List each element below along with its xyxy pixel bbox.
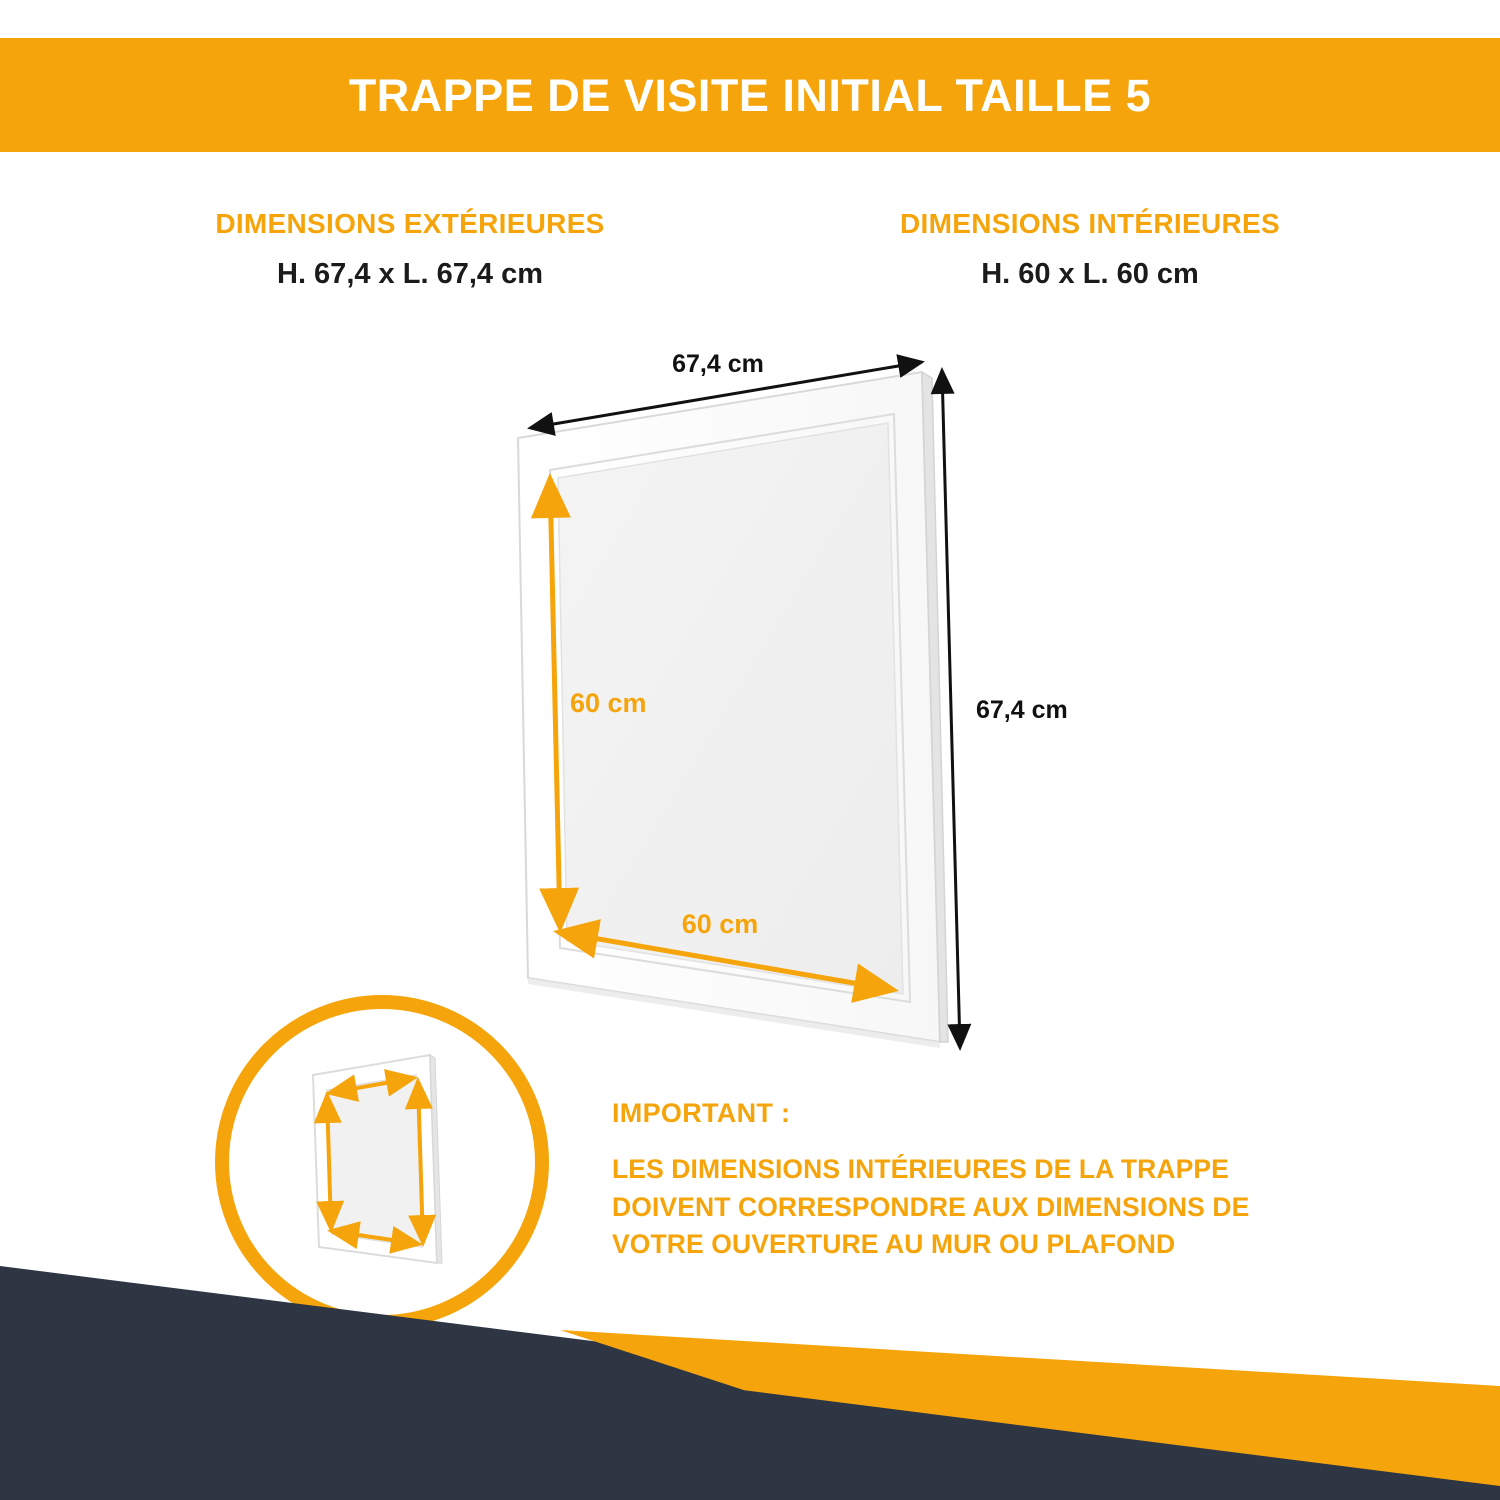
important-note-line-1: LES DIMENSIONS INTÉRIEURES DE LA TRAPPE	[612, 1154, 1229, 1184]
important-note-title: IMPORTANT :	[612, 1098, 791, 1128]
top-dimension-label: 67,4 cm	[672, 350, 764, 378]
exterior-dimensions-label: DIMENSIONS EXTÉRIEURES	[215, 208, 605, 239]
orange-band	[560, 1330, 1500, 1500]
important-note-line-2: DOIVENT CORRESPONDRE AUX DIMENSIONS DE	[612, 1191, 1250, 1222]
important-note-line-3: VOTRE OUVERTURE AU MUR OU PLAFOND	[612, 1229, 1176, 1260]
exterior-dimensions-block	[175, 208, 645, 291]
interior-dimensions-value: H. 60 x L. 60 cm	[981, 258, 1199, 290]
important-note-body	[612, 1151, 1372, 1264]
exterior-dimensions-value: H. 67,4 x L. 67,4 cm	[277, 258, 543, 290]
important-note	[612, 1098, 1372, 1264]
right-dimension-label: 67,4 cm	[976, 696, 1068, 724]
interior-dimensions-label: DIMENSIONS INTÉRIEURES	[900, 208, 1280, 239]
inner-width-label: 60 cm	[681, 909, 759, 939]
interior-dimensions-block	[855, 208, 1325, 291]
inset-zoom-circle	[205, 985, 560, 1340]
inset-content	[205, 985, 560, 1340]
page-title: TRAPPE DE VISITE INITIAL TAILLE 5	[348, 69, 1152, 121]
header-bar	[0, 38, 1500, 152]
inner-height-label: 60 cm	[570, 688, 647, 718]
product-illustration	[470, 330, 1130, 1090]
